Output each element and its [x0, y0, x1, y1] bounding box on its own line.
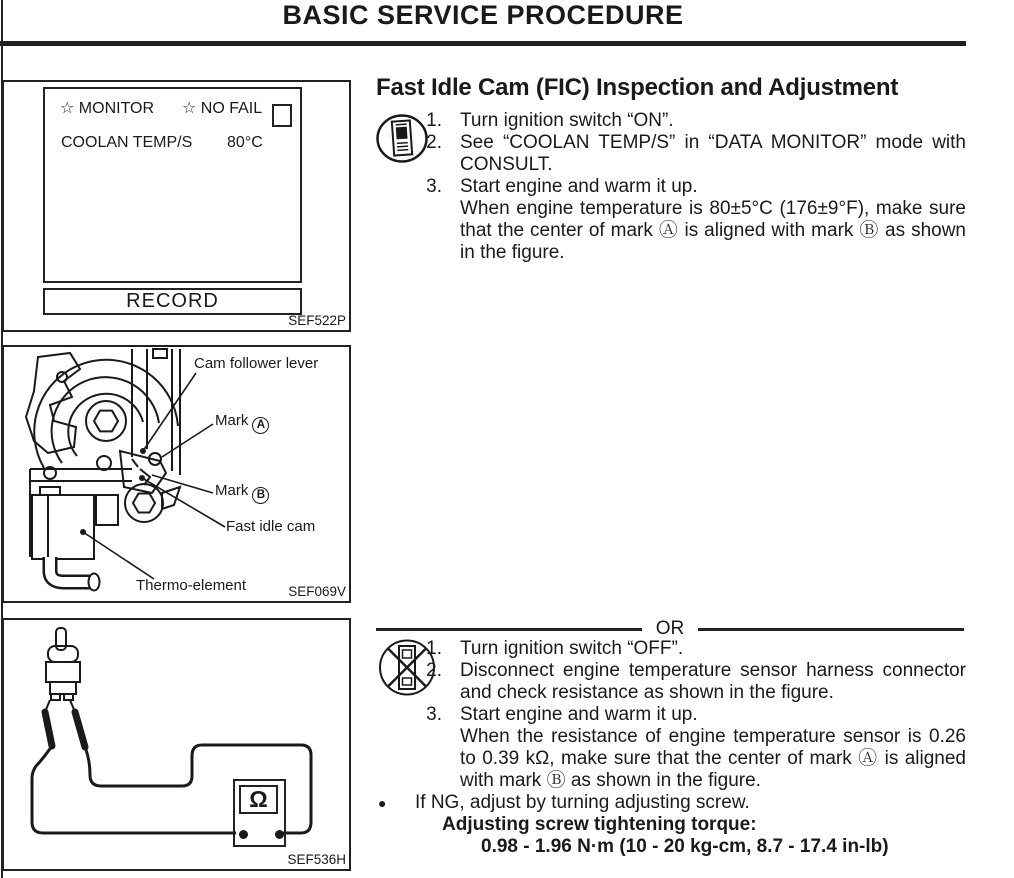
ohmmeter-diagram-art [4, 620, 349, 869]
figure-cam-diagram [2, 345, 351, 603]
step-text: See “COOLAN TEMP/S” in “DATA MONITOR” mode with CONSULT. [460, 132, 966, 175]
no-consult-icon [378, 638, 436, 703]
torque-label: Adjusting screw tightening torque: [442, 814, 757, 835]
consult-icon [376, 114, 428, 169]
ohmmeter [233, 779, 286, 847]
label-fast-idle-cam: Fast idle cam [226, 518, 316, 535]
no-fail-label: ☆ NO FAIL [182, 100, 263, 117]
step-number: 3. [426, 176, 442, 197]
step-number: 1. [426, 638, 442, 659]
torque-value: 0.98 - 1.96 N·m (10 - 20 kg-cm, 8.7 - 17.4 in-lb) [481, 836, 889, 857]
list-item [410, 704, 966, 792]
list-item [410, 132, 966, 176]
parameter-value: 80°C [227, 134, 263, 151]
consult-procedure-section [376, 110, 966, 264]
meter-terminal [275, 830, 284, 839]
step-number: 1. [426, 110, 442, 131]
figure-ohmmeter-diagram [2, 618, 351, 871]
label-mark-b: Mark B [215, 482, 269, 504]
page-title: Fast Idle Cam (FIC) Inspection and Adjustment [376, 74, 899, 101]
ohm-symbol: Ω [239, 785, 278, 814]
bullet-icon: ● [378, 795, 387, 811]
mark-a-circle: A [252, 417, 269, 434]
or-divider [376, 619, 964, 639]
record-button: RECORD [43, 288, 302, 315]
meter-terminal [239, 830, 248, 839]
step-text: Disconnect engine temperature sensor harness connector and check resistance as shown in the figure. [460, 660, 966, 703]
figure-ref: SEF522P [288, 313, 346, 328]
divider-rule [698, 628, 964, 631]
label-thermo-element: Thermo-element [136, 577, 247, 594]
list-item [410, 638, 966, 660]
consult-screen-frame [43, 87, 302, 283]
figure-consult-screen [2, 80, 351, 332]
label-mark-a: Mark A [215, 412, 269, 434]
step-text: Start engine and warm it up. [460, 176, 698, 197]
step-text: Turn ignition switch “ON”. [460, 110, 674, 131]
figure-ref: SEF536H [287, 852, 346, 867]
step-number: 2. [426, 660, 442, 681]
or-label: OR [655, 618, 685, 639]
no-consult-steps [376, 638, 966, 792]
label-cam-follower-lever: Cam follower lever [194, 355, 319, 372]
ng-text: If NG, adjust by turning adjusting screw. [415, 792, 750, 813]
list-item [410, 660, 966, 704]
step-text: Start engine and warm it up. [460, 704, 698, 725]
step-number: 3. [426, 704, 442, 725]
cam-diagram-art [4, 347, 349, 601]
no-consult-procedure-section [376, 638, 966, 858]
step-number: 2. [426, 132, 442, 153]
step-note: When engine temperature is 80±5°C (176±9°F), make sure that the center of mark Ⓐ is aligned with mark Ⓑ as shown in the figure. [460, 198, 966, 263]
step-note: When the resistance of engine temperature sensor is 0.26 to 0.39 kΩ, make sure that the center of mark Ⓐ is aligned with mark Ⓑ as shown in the figure. [460, 726, 966, 791]
divider-rule [376, 628, 642, 631]
monitor-label: ☆ MONITOR [60, 100, 155, 117]
consult-steps [376, 110, 966, 264]
mark-b-circle: B [252, 487, 269, 504]
list-item [410, 176, 966, 264]
step-text: Turn ignition switch “OFF”. [460, 638, 684, 659]
screen-checkbox [272, 104, 292, 127]
parameter-name: COOLAN TEMP/S [61, 134, 193, 151]
ng-bullet-row [376, 792, 966, 814]
page-header: BASIC SERVICE PROCEDURE [282, 0, 684, 30]
figure-ref: SEF069V [288, 584, 346, 599]
procedure-column [376, 0, 966, 878]
list-item [410, 110, 966, 132]
